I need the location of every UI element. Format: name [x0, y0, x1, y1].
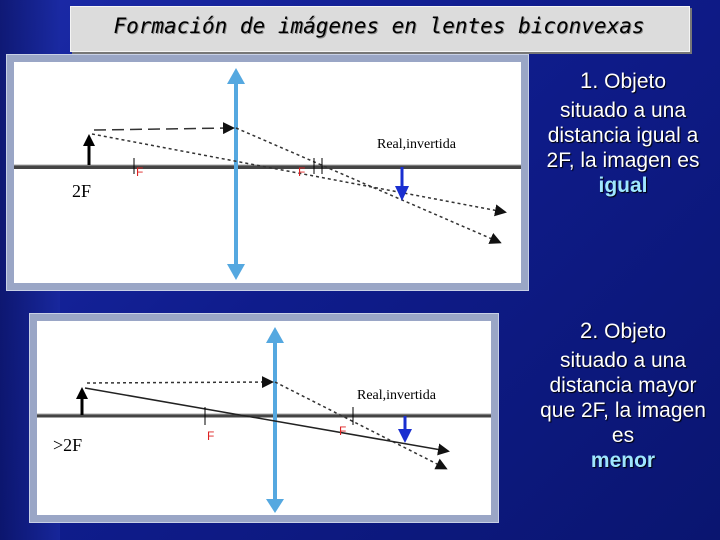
case-text-2a: Objeto: [604, 320, 667, 343]
ray-diagram-2: [37, 321, 491, 515]
parallel-ray: [94, 128, 232, 130]
lens-bottom-arrowhead: [266, 499, 284, 513]
image-label: Real,invertida: [357, 388, 436, 403]
case-text-2b: situado a una distancia mayor que 2F, la imagen es: [540, 349, 706, 447]
slide-title: Formación de imágenes en lentes biconvexas: [113, 14, 645, 38]
focal-label-left: F: [207, 429, 215, 443]
focal-label-right: F: [298, 165, 306, 179]
case-text-1a: Objeto: [604, 70, 667, 93]
object-arrowhead: [83, 134, 95, 146]
case-highlight-1: igual: [598, 174, 648, 197]
image-label: Real,invertida: [377, 137, 456, 152]
case-highlight-2: menor: [590, 449, 656, 472]
lens-top-arrowhead: [227, 68, 245, 84]
refracted-ray: [236, 128, 499, 242]
lens-bottom-arrowhead: [227, 264, 245, 280]
case-text-1b: situado a una distancia igual a 2F, la imagen es: [546, 99, 700, 172]
case-description-1: [532, 68, 714, 198]
lens-top-arrowhead: [266, 327, 284, 343]
case-number-2: 2.: [579, 318, 599, 343]
diagram-panel-1: [7, 55, 528, 290]
focal-label-right: F: [339, 424, 347, 438]
case-description-2: [530, 318, 716, 473]
focal-label-left: F: [136, 165, 144, 179]
ray-diagram-1: [14, 62, 521, 283]
parallel-ray: [87, 382, 271, 383]
image-arrowhead: [398, 429, 412, 443]
diagram-panel-2: [30, 314, 498, 522]
object-distance-label: >2F: [53, 435, 83, 455]
case-number-1: 1.: [579, 68, 599, 93]
object-distance-label: 2F: [72, 181, 92, 201]
